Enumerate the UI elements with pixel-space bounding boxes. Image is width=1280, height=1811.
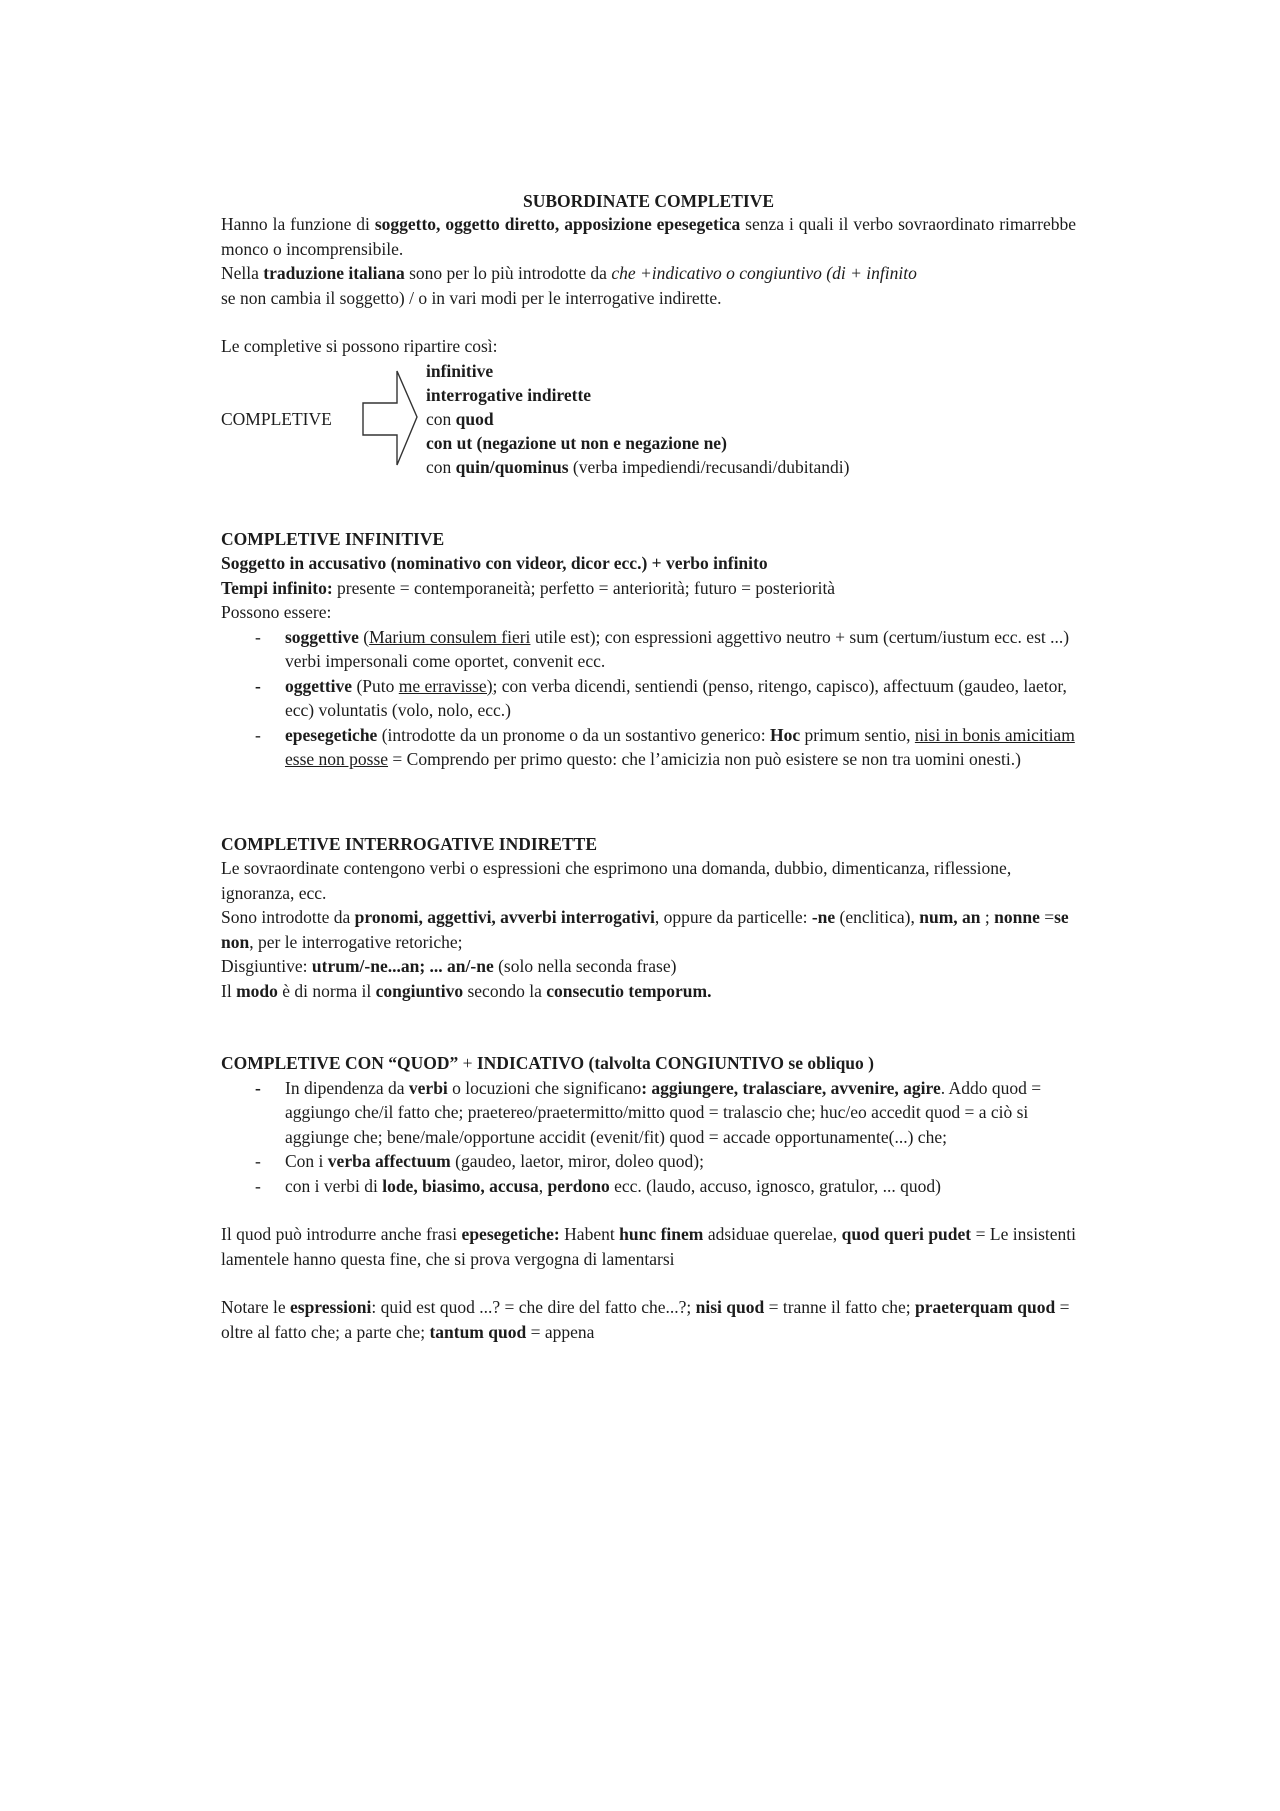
text-run: senza i quali il verbo sovraordinato rimarrebbe monco o incomprensibile. xyxy=(221,214,1076,259)
section-title: COMPLETIVE INTERROGATIVE INDIRETTE xyxy=(221,833,597,854)
bold-text: epesegetiche xyxy=(285,724,378,745)
text-run: Con i xyxy=(285,1151,328,1171)
intro-translation-cont: se non cambia il soggetto) / o in vari modi per le interrogative indirette. xyxy=(221,287,722,308)
text-run: , xyxy=(538,1175,548,1196)
diagram-item-ut xyxy=(426,431,849,455)
list-item xyxy=(255,1174,1076,1199)
text-run: (introdotte da un pronome o da un sostantivo generico: xyxy=(377,724,771,745)
bold-text: consecutio temporum. xyxy=(546,980,712,1001)
diagram-item-interrogative xyxy=(426,383,849,407)
text-run: presente = contemporaneità; perfetto = anteriorità; futuro = posteriorità xyxy=(332,577,836,598)
underlined-text: nisi in bonis amicitiam esse non posse xyxy=(285,724,1075,769)
bold-text: soggetto, oggetto diretto, apposizione epesegetica xyxy=(374,214,741,234)
text-run: Disgiuntive: xyxy=(221,956,312,976)
section-title xyxy=(221,1051,1076,1076)
text-run: = Comprendo per primo questo: che l’amicizia non può esistere se non tra uomini onesti.) xyxy=(388,749,1021,769)
diagram-item-quod xyxy=(426,407,849,431)
interrogative-disjunctive xyxy=(221,954,1076,979)
bold-text: : aggiungere, tralasciare, avvenire, agire xyxy=(641,1077,941,1098)
text-run: Nella xyxy=(221,263,264,283)
text-run: , per le interrogative retoriche; xyxy=(249,931,463,952)
text-run: : quid est quod ...? = che dire del fatto che...?; xyxy=(371,1297,696,1317)
bold-text: tantum quod xyxy=(429,1321,527,1342)
underlined-text: me erravisse); xyxy=(398,675,498,696)
document-page xyxy=(221,190,1076,1344)
bold-text: verba affectuum xyxy=(327,1151,451,1171)
text-run: o locuzioni che significano xyxy=(447,1077,642,1098)
bold-text: traduzione italiana xyxy=(263,263,405,283)
list-item xyxy=(255,1149,1076,1174)
section-title: COMPLETIVE INFINITIVE xyxy=(221,528,445,549)
text-run: (solo nella seconda frase) xyxy=(493,956,677,976)
text-run: COMPLETIVE CON “QUOD” xyxy=(221,1053,459,1073)
bold-text: se non xyxy=(221,907,1069,952)
text-run: (enclitica), xyxy=(835,907,920,927)
division-lead: Le completive si possono ripartire così: xyxy=(221,336,498,356)
bold-text: hunc finem xyxy=(619,1224,704,1244)
text-run: Il quod può introdurre anche frasi xyxy=(221,1224,462,1244)
text-run: + xyxy=(458,1053,477,1073)
section-interrogative xyxy=(221,832,1076,1004)
list-item xyxy=(255,674,1076,723)
text-run: secondo la xyxy=(463,980,547,1001)
bold-text: modo xyxy=(236,980,278,1001)
bold-text: interrogative indirette xyxy=(426,384,592,405)
bold-text: perdono xyxy=(547,1175,610,1196)
text-run: = xyxy=(1039,907,1055,927)
quod-uses-list xyxy=(221,1076,1076,1199)
text-run: = oltre al fatto che; a parte che; xyxy=(221,1297,1070,1342)
text-run: adsiduae querelae, xyxy=(703,1224,842,1244)
text-run: Notare le xyxy=(221,1297,290,1317)
bold-text: epesegetiche: xyxy=(461,1224,560,1244)
types-lead: Possono essere: xyxy=(221,602,332,622)
list-item xyxy=(255,625,1076,674)
text-run: con verba dicendi, sentiendi (penso, ritengo, capisco), affectuum (gaudeo, laetor, ecc) voluntatis (volo, nolo, ecc.) xyxy=(285,675,1067,720)
bold-text: nonne xyxy=(994,907,1040,927)
bold-text: -ne xyxy=(811,907,836,927)
intro-translation xyxy=(221,261,1076,286)
bold-text: oggettive xyxy=(285,675,353,696)
list-item xyxy=(255,1076,1076,1150)
text-run: = Le insistenti lamentele hanno questa fine, che si prova vergogna di lamentarsi xyxy=(221,1224,1077,1269)
text-run: è di norma il xyxy=(277,980,376,1001)
intro-paragraph xyxy=(221,212,1076,261)
bold-text: pronomi, aggettivi, avverbi interrogativi xyxy=(354,907,655,927)
text-run: primum sentio, xyxy=(800,724,915,745)
text-run: (Puto xyxy=(352,675,399,696)
infinitive-types-list xyxy=(221,625,1076,772)
diagram-items xyxy=(426,359,849,479)
section-quod xyxy=(221,1051,1076,1344)
text-run: (gaudeo, laetor, miror, doleo quod); xyxy=(450,1151,704,1171)
bold-text: nisi quod xyxy=(695,1297,765,1317)
quod-expressions xyxy=(221,1295,1076,1344)
diagram-label: COMPLETIVE xyxy=(221,408,332,429)
bold-text: Tempi infinito: xyxy=(221,577,333,598)
subject-rule xyxy=(221,551,1076,576)
bold-text: quin/quominus xyxy=(455,456,569,477)
bold-text: Hoc xyxy=(770,724,801,745)
text-run: . Addo quod = aggiungo che/il fatto che; praetereo/praetermitto/mitto quod = tralascio che; huc/eo accedit quod = a ciò si aggiunge che; bene/male/opportune accidit (evenit/fit) quod = accade opportunamente(...) che; xyxy=(285,1077,1042,1147)
text-run: sono per lo più introdotte da xyxy=(404,263,612,283)
bold-text: infinitive xyxy=(426,360,494,381)
text-run: ; xyxy=(980,907,995,927)
quod-epexegetic xyxy=(221,1222,1076,1271)
text-run: con xyxy=(426,408,456,429)
bold-text: num, an xyxy=(919,907,981,927)
completive-diagram xyxy=(221,359,1076,479)
bold-text: congiuntivo xyxy=(375,980,464,1001)
arrow-icon xyxy=(361,361,421,477)
text-run: (verba impediendi/recusandi/dubitandi) xyxy=(568,456,850,477)
text-run: utile est); con espressioni aggettivo neutro + sum (certum/iustum ecc. est ...) verbi impersonali come oportet, convenit ecc. xyxy=(285,626,1070,671)
section-infinitive xyxy=(221,527,1076,772)
list-item xyxy=(255,723,1076,772)
text-run: INDICATIVO (talvolta CONGIUNTIVO se obliquo ) xyxy=(476,1053,874,1073)
document-title: SUBORDINATE COMPLETIVE xyxy=(522,191,775,211)
text-run: Il xyxy=(221,980,237,1001)
text-run: con i verbi di xyxy=(285,1175,383,1196)
bold-text: lode, biasimo, accusa xyxy=(382,1175,539,1196)
tenses-rule xyxy=(221,576,1076,601)
underlined-text: Marium consulem fieri xyxy=(369,626,531,647)
diagram-item-quin xyxy=(426,455,849,479)
text-run: Hanno la funzione di xyxy=(221,214,375,234)
bold-text: praeterquam quod xyxy=(915,1297,1056,1317)
interrogative-mode xyxy=(221,979,1076,1004)
bold-text: con ut (negazione ut non e negazione ne) xyxy=(426,432,727,453)
diagram-item-infinitive xyxy=(426,359,849,383)
bold-text: verbi xyxy=(408,1077,448,1098)
text-run: = tranne il fatto che; xyxy=(764,1297,916,1317)
text-run: = appena xyxy=(526,1321,595,1342)
interrogative-intro xyxy=(221,905,1076,954)
text-run: , oppure da particelle: xyxy=(654,907,812,927)
text-run: con xyxy=(426,456,456,477)
text-run: In dipendenza da xyxy=(285,1077,409,1098)
text-run: ( xyxy=(358,626,370,647)
bold-text: quod queri pudet xyxy=(841,1224,972,1244)
text-run: ecc. (laudo, accuso, ignosco, gratulor, ... quod) xyxy=(609,1175,941,1196)
bold-text: utrum/-ne...an; ... an/-ne xyxy=(311,956,494,976)
bold-text: Soggetto in accusativo (nominativo con videor, dicor ecc.) + verbo infinito xyxy=(221,553,768,573)
italic-text: che +indicativo o congiuntivo (di + infinito xyxy=(611,263,917,283)
text-run: Sono introdotte da xyxy=(221,907,355,927)
bold-text: quod xyxy=(455,408,494,429)
bold-text: espressioni xyxy=(290,1297,372,1317)
bold-text: soggettive xyxy=(285,626,359,647)
text-run: Habent xyxy=(559,1224,620,1244)
interrogative-desc: Le sovraordinate contengono verbi o espressioni che esprimono una domanda, dubbio, dimenticanza, riflessione, ignoranza, ecc. xyxy=(221,858,1012,903)
